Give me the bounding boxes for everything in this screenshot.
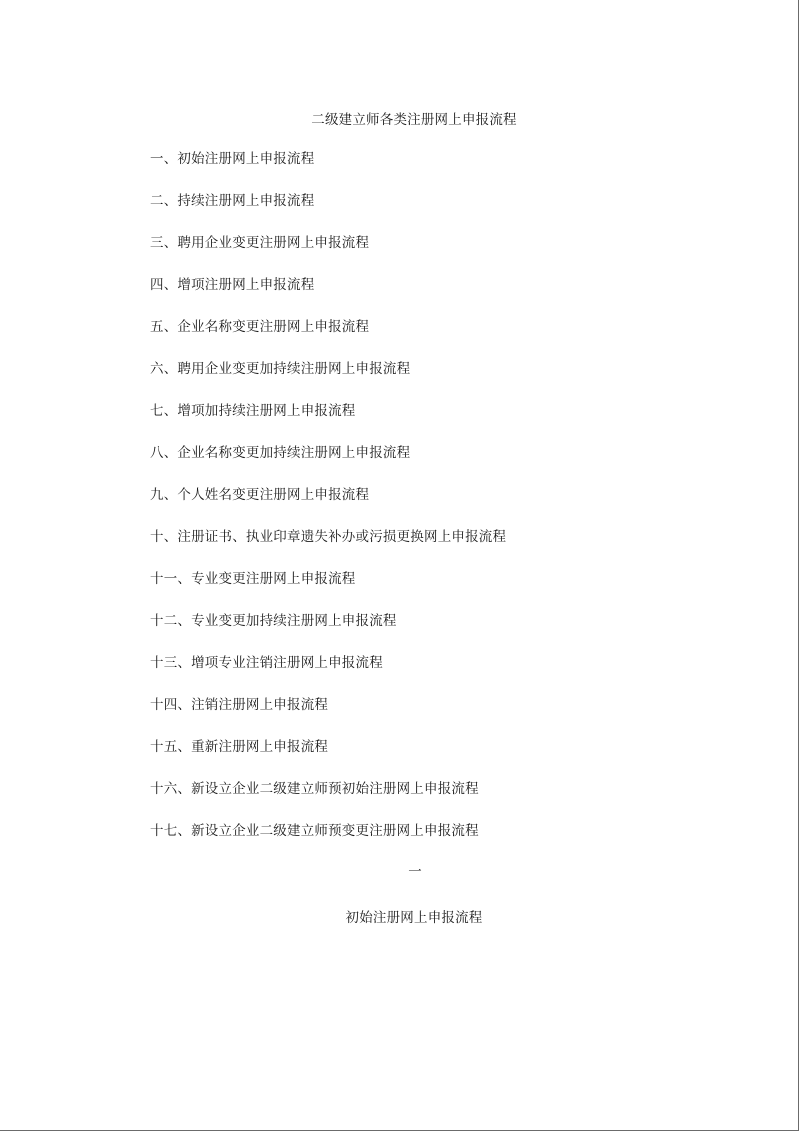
toc-item: 十二、专业变更加持续注册网上申报流程 bbox=[150, 613, 397, 629]
toc-item: 十六、新设立企业二级建立师预初始注册网上申报流程 bbox=[150, 781, 479, 797]
section-number: 一 bbox=[408, 864, 422, 880]
toc-item: 十一、专业变更注册网上申报流程 bbox=[150, 571, 356, 587]
toc-item: 十三、增项专业注销注册网上申报流程 bbox=[150, 655, 383, 671]
toc-item: 十、注册证书、执业印章遗失补办或污损更换网上申报流程 bbox=[150, 529, 507, 545]
toc-item: 七、增项加持续注册网上申报流程 bbox=[150, 403, 356, 419]
toc-item: 八、企业名称变更加持续注册网上申报流程 bbox=[150, 445, 411, 461]
toc-item: 九、个人姓名变更注册网上申报流程 bbox=[150, 487, 370, 503]
toc-item: 二、持续注册网上申报流程 bbox=[150, 193, 315, 209]
toc-item: 三、聘用企业变更注册网上申报流程 bbox=[150, 235, 370, 251]
toc-item: 四、增项注册网上申报流程 bbox=[150, 277, 315, 293]
toc-item: 十四、注销注册网上申报流程 bbox=[150, 697, 329, 713]
toc-item: 一、初始注册网上申报流程 bbox=[150, 151, 315, 167]
toc-item: 五、企业名称变更注册网上申报流程 bbox=[150, 319, 370, 335]
document-title: 二级建立师各类注册网上申报流程 bbox=[311, 112, 517, 128]
toc-item: 十七、新设立企业二级建立师预变更注册网上申报流程 bbox=[150, 823, 479, 839]
toc-item: 六、聘用企业变更加持续注册网上申报流程 bbox=[150, 361, 411, 377]
toc-item: 十五、重新注册网上申报流程 bbox=[150, 739, 329, 755]
section-heading: 初始注册网上申报流程 bbox=[345, 910, 483, 926]
table-of-contents bbox=[150, 150, 506, 864]
